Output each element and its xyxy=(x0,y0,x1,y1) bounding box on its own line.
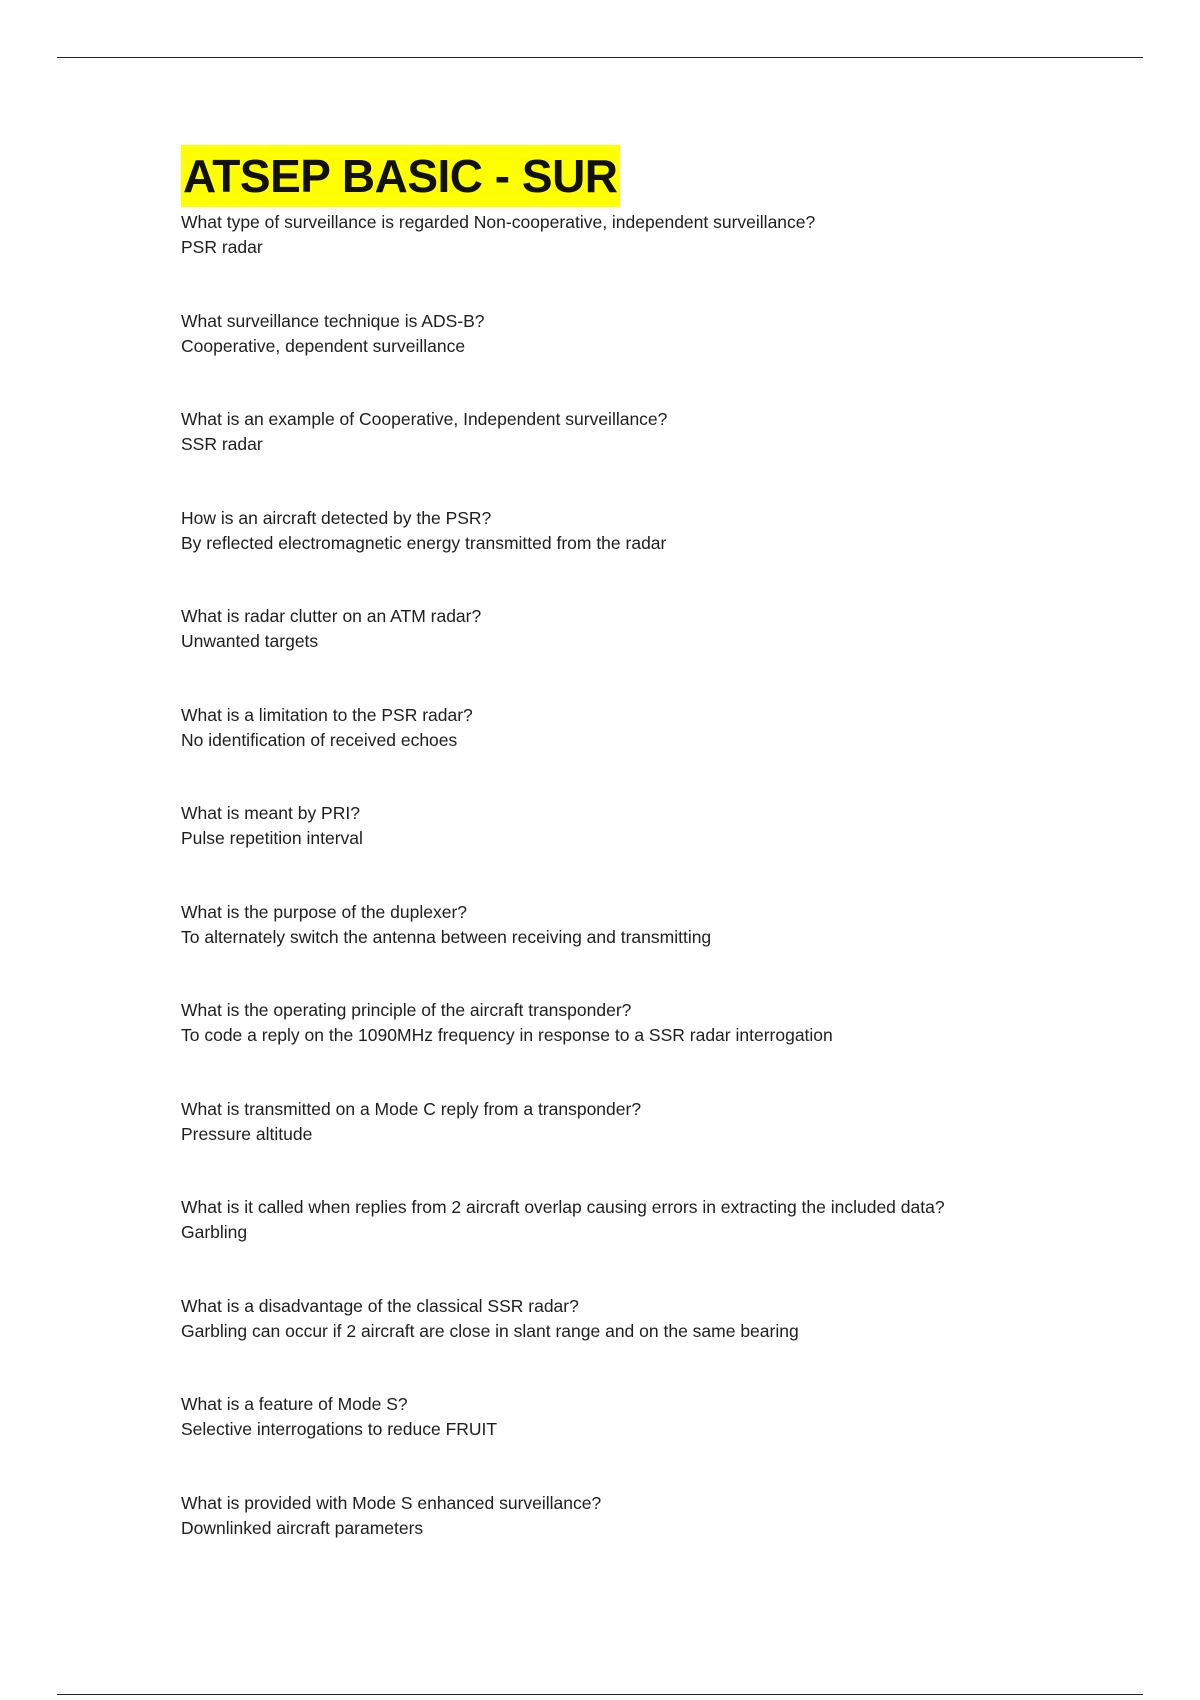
qa-item xyxy=(181,801,1081,900)
qa-item xyxy=(181,407,1081,506)
question: What is a feature of Mode S? xyxy=(181,1394,408,1414)
bottom-rule xyxy=(57,1694,1143,1695)
answer: Cooperative, dependent surveillance xyxy=(181,335,466,356)
answer: PSR radar xyxy=(181,237,263,257)
answer: Pressure altitude xyxy=(181,1123,313,1144)
question: What surveillance technique is ADS-B? xyxy=(181,310,485,331)
qa-item xyxy=(181,604,1081,703)
answer: Unwanted targets xyxy=(181,631,319,651)
qa-item xyxy=(181,1294,1081,1393)
qa-item xyxy=(181,900,1081,999)
answer: By reflected electromagnetic energy transmitted from the radar xyxy=(181,532,667,553)
question: What is the operating principle of the aircraft transponder? xyxy=(181,1000,632,1020)
qa-item xyxy=(181,309,1081,408)
document-body xyxy=(181,145,1081,1589)
top-rule xyxy=(57,57,1143,58)
question: How is an aircraft detected by the PSR? xyxy=(181,507,492,528)
qa-item xyxy=(181,1097,1081,1196)
question: What is a limitation to the PSR radar? xyxy=(181,704,473,725)
qa-item xyxy=(181,210,1081,309)
answer: No identification of received echoes xyxy=(181,729,458,750)
qa-item xyxy=(181,506,1081,605)
qa-item xyxy=(181,1195,1081,1294)
question: What is meant by PRI? xyxy=(181,803,360,823)
qa-item xyxy=(181,703,1081,802)
qa-list xyxy=(181,210,1081,1589)
answer: Pulse repetition interval xyxy=(181,828,363,848)
answer: Garbling xyxy=(181,1222,248,1242)
answer: Downlinked aircraft parameters xyxy=(181,1517,424,1538)
qa-item xyxy=(181,1491,1081,1590)
answer: SSR radar xyxy=(181,434,263,454)
question: What is it called when replies from 2 aircraft overlap causing errors in extracting the included data? xyxy=(181,1197,945,1217)
question: What is provided with Mode S enhanced surveillance? xyxy=(181,1492,602,1513)
document-title: ATSEP BASIC - SUR xyxy=(181,145,620,207)
question: What is a disadvantage of the classical SSR radar? xyxy=(181,1295,579,1316)
qa-item xyxy=(181,1392,1081,1491)
question: What is the purpose of the duplexer? xyxy=(181,901,468,922)
answer: To alternately switch the antenna between receiving and transmitting xyxy=(181,926,712,947)
qa-item xyxy=(181,998,1081,1097)
question: What is an example of Cooperative, Independent surveillance? xyxy=(181,409,668,429)
question: What is transmitted on a Mode C reply from a transponder? xyxy=(181,1098,642,1119)
answer: Selective interrogations to reduce FRUIT xyxy=(181,1419,498,1439)
question: What type of surveillance is regarded Non-cooperative, independent surveillance? xyxy=(181,212,816,232)
answer: Garbling can occur if 2 aircraft are close in slant range and on the same bearing xyxy=(181,1320,799,1341)
question: What is radar clutter on an ATM radar? xyxy=(181,606,482,626)
answer: To code a reply on the 1090MHz frequency in response to a SSR radar interrogation xyxy=(181,1025,833,1045)
